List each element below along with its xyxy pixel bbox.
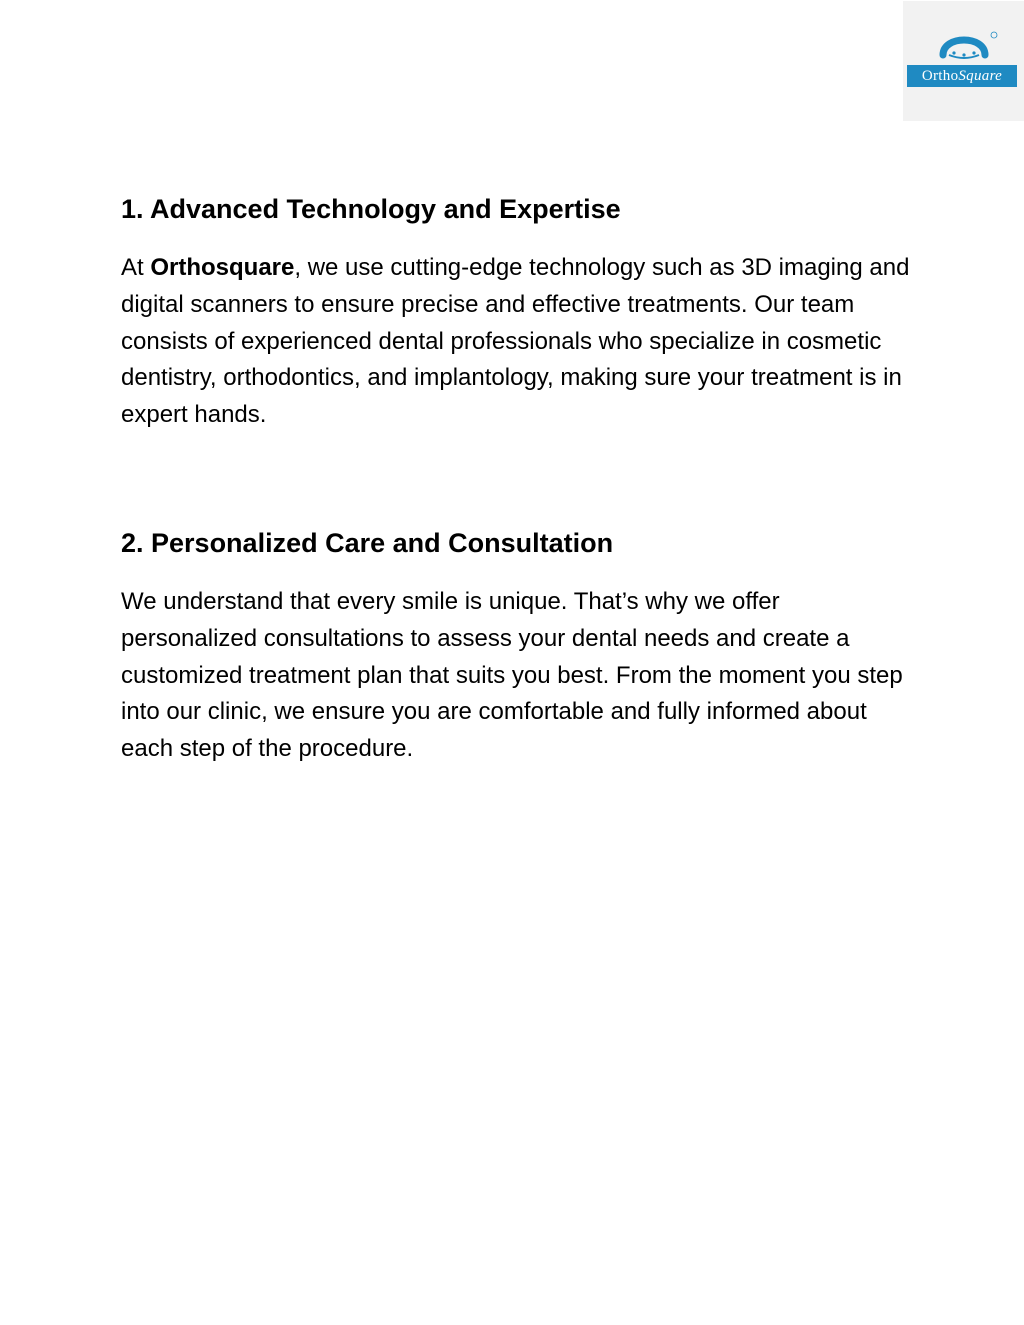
section-heading: 2. Personalized Care and Consultation <box>121 527 614 558</box>
section-personalized-care <box>121 520 911 768</box>
document-body <box>121 186 911 768</box>
section-heading: 1. Advanced Technology and Expertise <box>121 194 621 224</box>
orthosquare-logo <box>903 1 1024 121</box>
logo-wordmark: OrthoSquare <box>907 65 1017 87</box>
section-advanced-technology <box>121 186 911 434</box>
brand-name: Orthosquare <box>150 254 295 281</box>
section-paragraph: We understand that every smile is unique. That’s why we offer personalized consultations to assess your dental needs and create a customized treatment plan that suits you best. From the moment you step into our clinic, we ensure you are comfortable and fully informed about each step of the procedure. <box>121 587 903 763</box>
section-paragraph: At Orthosquare, we use cutting-edge technology such as 3D imaging and digital scanners to ensure precise and effective treatments. Our team consists of experienced dental professionals who specialize in cosmetic dentistry, orthodontics, and implantology, making sure your treatment is in expert hands. <box>121 254 910 429</box>
